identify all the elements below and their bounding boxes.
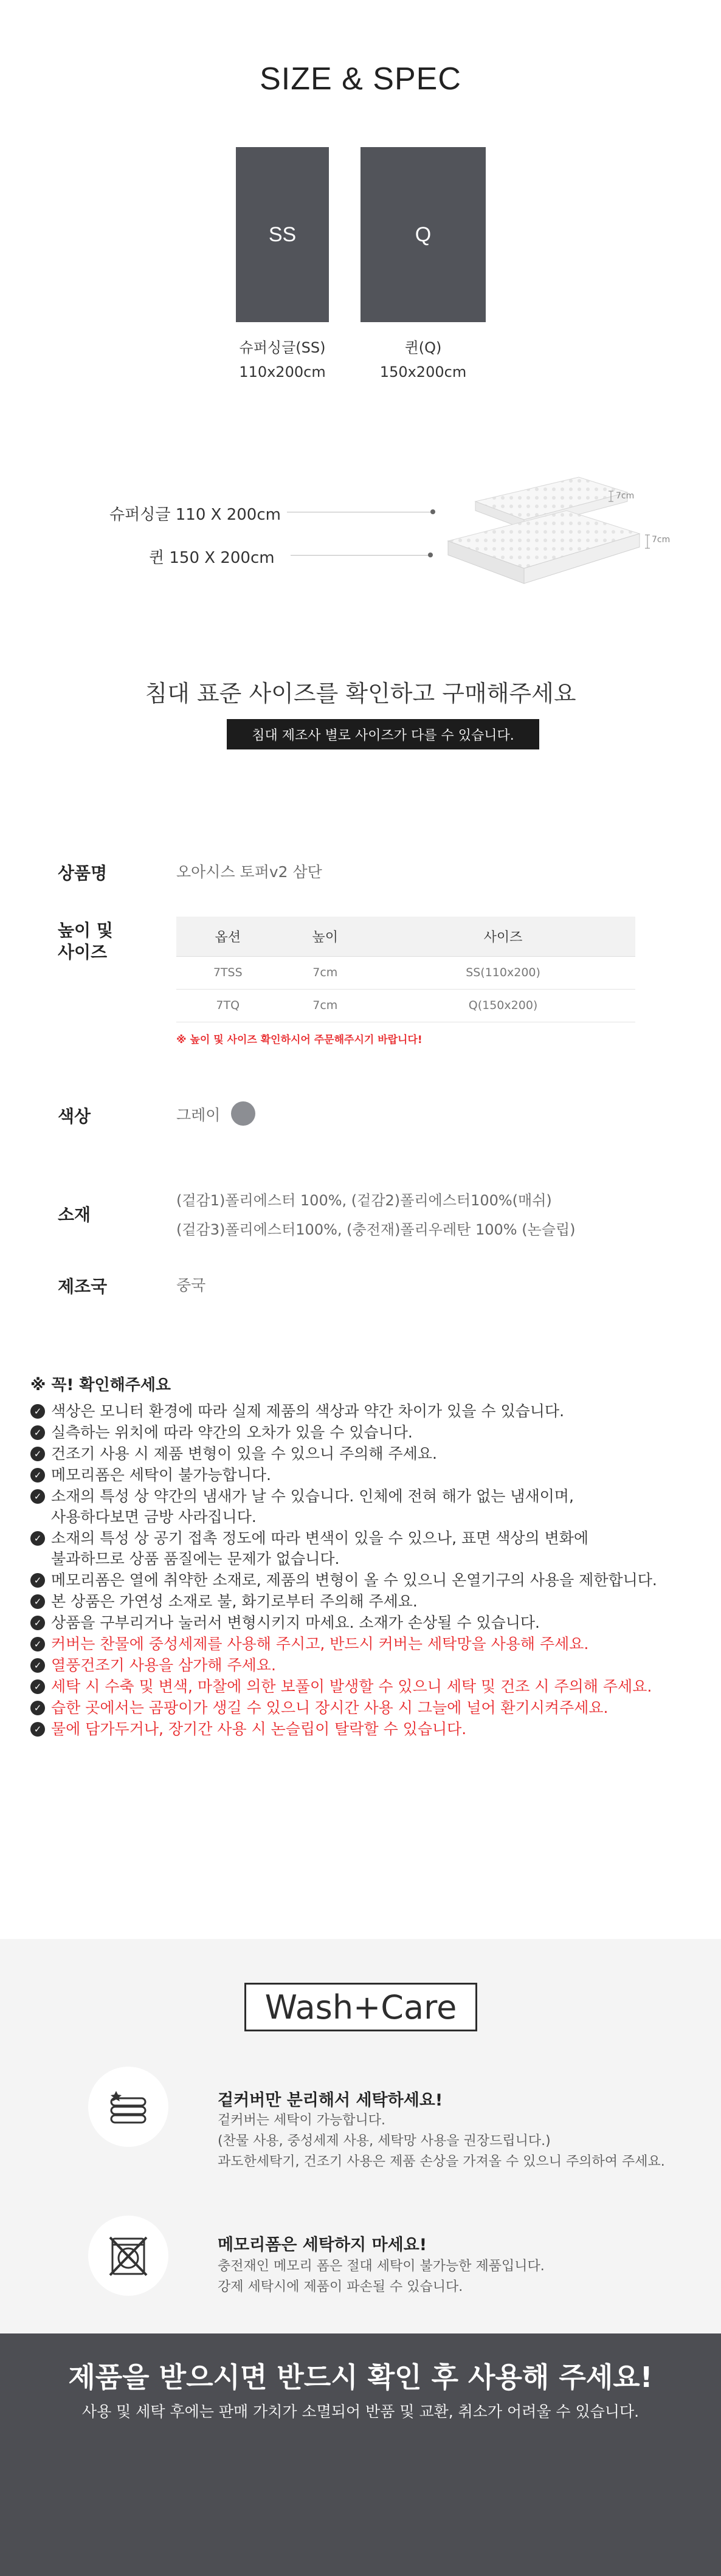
option-table xyxy=(176,917,635,1022)
check-icon: ✓ xyxy=(30,1447,45,1461)
no-wash-icon xyxy=(88,2216,168,2296)
table-cell: 7cm xyxy=(279,956,371,989)
notice-text xyxy=(51,1422,413,1443)
notice-item xyxy=(30,1676,699,1697)
check-icon: ✓ xyxy=(30,1468,45,1483)
notice-text-line: 물에 담가두거나, 장기간 사용 시 논슬립이 탈락할 수 있습니다. xyxy=(51,1720,467,1738)
check-icon: ✓ xyxy=(30,1722,45,1737)
q-size-caption xyxy=(362,336,484,384)
height-size-label-line1: 높이 및 xyxy=(58,920,113,940)
ss-size-block: SS xyxy=(236,147,329,322)
height-size-label xyxy=(58,920,113,963)
notice-text xyxy=(51,1570,657,1591)
notice-text xyxy=(51,1613,540,1633)
notice-item xyxy=(30,1591,699,1612)
q-height-label: 7cm xyxy=(652,535,671,545)
notice-text-line: 건조기 사용 시 제품 변형이 있을 수 있으니 주의해 주세요. xyxy=(51,1445,437,1462)
notice-text-line: 메모리폼은 열에 취약한 소재로, 제품의 변형이 올 수 있으니 온열기구의 사용을 제한합니다. xyxy=(51,1571,657,1589)
color-swatch xyxy=(231,1101,255,1126)
notice-text-line: 소재의 특성 상 공기 접촉 정도에 따라 변색이 있을 수 있으나, 표면 색상의 변화에 xyxy=(51,1529,589,1547)
notice-text-line: 사용하다보면 금방 사라집니다. xyxy=(51,1508,257,1526)
notice-text-line: 메모리폼은 세탁이 불가능합니다. xyxy=(51,1466,271,1484)
notice-item xyxy=(30,1698,699,1718)
notice-text-line: 상품을 구부리거나 눌러서 변형시키지 마세요. 소재가 손상될 수 있습니다. xyxy=(51,1614,540,1631)
notice-item xyxy=(30,1422,699,1443)
table-row xyxy=(176,956,635,989)
notice-item xyxy=(30,1719,699,1740)
notice-title: ※ 꼭! 확인해주세요 xyxy=(30,1376,171,1394)
notice-text-line: 세탁 시 수축 및 변색, 마찰에 의한 보풀이 발생할 수 있으니 세탁 및 건조 시 주의해 주세요. xyxy=(51,1678,652,1695)
wash-block1-text xyxy=(218,2110,665,2172)
col-size: 사이즈 xyxy=(371,917,635,956)
option-table-wrap xyxy=(176,917,635,1022)
notice-item xyxy=(30,1528,699,1569)
notice-item xyxy=(30,1613,699,1633)
table-cell: 7cm xyxy=(279,989,371,1022)
notice-item xyxy=(30,1570,699,1591)
notice-text xyxy=(51,1401,564,1422)
wash-block1-head: 겉커버만 분리해서 세탁하세요! xyxy=(218,2091,443,2110)
notice-text xyxy=(51,1444,437,1464)
notice-text xyxy=(51,1634,588,1655)
ss-size-dim: 110x200cm xyxy=(239,363,326,381)
wash-block2-line: 충전재인 메모리 폼은 절대 세탁이 불가능한 제품입니다. xyxy=(218,2259,545,2274)
notice-list xyxy=(30,1401,699,1740)
check-icon: ✓ xyxy=(30,1637,45,1651)
check-icon: ✓ xyxy=(30,1701,45,1715)
standard-size-title: 침대 표준 사이즈를 확인하고 구매해주세요 xyxy=(145,680,576,707)
notice-item xyxy=(30,1444,699,1464)
notice-text-line: 소재의 특성 상 약간의 냄새가 날 수 있습니다. 인체에 전혀 해가 없는 냄새이며, xyxy=(51,1487,574,1505)
notice-text xyxy=(51,1591,418,1612)
folded-towel-icon xyxy=(88,2067,168,2147)
q-dimension-dot xyxy=(428,553,433,557)
notice-item xyxy=(30,1655,699,1676)
check-icon: ✓ xyxy=(30,1573,45,1588)
notice-text-line: 불과하므로 상품 품질에는 문제가 없습니다. xyxy=(51,1550,340,1568)
notice-item xyxy=(30,1465,699,1486)
color-value: 그레이 xyxy=(176,1106,221,1124)
check-icon: ✓ xyxy=(30,1489,45,1504)
wash-block1-line: 과도한세탁기, 건조기 사용은 제품 손상을 가져올 수 있으니 주의하여 주세요. xyxy=(218,2154,665,2169)
check-icon: ✓ xyxy=(30,1658,45,1673)
material-line1: (겉감1)폴리에스터 100%, (겉감2)폴리에스터100%(매쉬) xyxy=(176,1192,552,1209)
size-spec-title: SIZE & SPEC xyxy=(260,61,461,97)
wash-block2-head: 메모리폼은 세탁하지 마세요! xyxy=(218,2236,427,2254)
footer-subtitle: 사용 및 세탁 후에는 판매 가치가 소멸되어 반품 및 교환, 취소가 어려울 수 있습니다. xyxy=(81,2403,640,2420)
ss-dimension-dot xyxy=(430,509,435,514)
check-icon: ✓ xyxy=(30,1425,45,1440)
notice-text-line: 습한 곳에서는 곰팡이가 생길 수 있으니 장시간 사용 시 그늘에 널어 환기시켜주세요. xyxy=(51,1699,609,1717)
notice-text xyxy=(51,1486,574,1527)
material-line2: (겉감3)폴리에스터100%, (충전재)폴리우레탄 100% (논슬립) xyxy=(176,1221,576,1238)
table-cell: 7TQ xyxy=(176,989,279,1022)
wash-block1-line: 겉커버는 세탁이 가능합니다. xyxy=(218,2113,386,2128)
footer-title: 제품을 받으시면 반드시 확인 후 사용해 주세요! xyxy=(68,2361,653,2394)
table-cell: SS(110x200) xyxy=(371,956,635,989)
standard-size-note: 침대 제조사 별로 사이즈가 다를 수 있습니다. xyxy=(227,719,539,749)
q-dimension-line xyxy=(291,555,428,556)
check-icon: ✓ xyxy=(30,1531,45,1546)
origin-value: 중국 xyxy=(176,1276,206,1294)
notice-text-line: 커버는 찬물에 중성세제를 사용해 주시고, 반드시 커버는 세탁망을 사용해 주세요. xyxy=(51,1635,589,1653)
col-height: 높이 xyxy=(279,917,371,956)
q-size-dim: 150x200cm xyxy=(379,363,467,381)
notice-text xyxy=(51,1528,588,1569)
origin-label: 제조국 xyxy=(58,1276,108,1297)
col-option: 옵션 xyxy=(176,917,279,956)
table-cell: 7TSS xyxy=(176,956,279,989)
ss-size-name: 슈퍼싱글(SS) xyxy=(239,339,326,356)
height-size-label-line2: 사이즈 xyxy=(58,942,108,962)
notice-item xyxy=(30,1486,699,1527)
check-icon: ✓ xyxy=(30,1679,45,1694)
ss-size-caption xyxy=(224,336,341,384)
table-cell: Q(150x200) xyxy=(371,989,635,1022)
wash-block2-text xyxy=(218,2256,545,2298)
product-name-value: 오아시스 토퍼v2 삼단 xyxy=(176,863,322,881)
material-label: 소재 xyxy=(58,1205,91,1225)
ss-dimension-label: 슈퍼싱글 110 X 200cm xyxy=(109,506,281,524)
wash-block1-line: (찬물 사용, 중성세제 사용, 세탁망 사용을 권장드립니다.) xyxy=(218,2133,551,2149)
notice-text xyxy=(51,1698,608,1718)
check-icon: ✓ xyxy=(30,1616,45,1630)
product-name-label: 상품명 xyxy=(58,863,108,883)
notice-text-line: 열풍건조기 사용을 삼가해 주세요. xyxy=(51,1656,276,1674)
q-size-block: Q xyxy=(360,147,486,322)
notice-text-line: 실측하는 위치에 따라 약간의 오차가 있을 수 있습니다. xyxy=(51,1424,413,1441)
q-dimension-label: 퀸 150 X 200cm xyxy=(149,549,275,567)
notice-text xyxy=(51,1655,276,1676)
wash-care-title: Wash+Care xyxy=(244,1983,477,2031)
notice-text xyxy=(51,1676,652,1697)
notice-item xyxy=(30,1634,699,1655)
ss-height-label: 7cm xyxy=(616,491,635,501)
check-icon: ✓ xyxy=(30,1594,45,1609)
notice-text-line: 본 상품은 가연성 소재로 불, 화기로부터 주의해 주세요. xyxy=(51,1593,418,1610)
topper-illustration xyxy=(439,468,676,620)
option-table-header xyxy=(176,917,635,956)
table-row xyxy=(176,989,635,1022)
color-label: 색상 xyxy=(58,1106,91,1126)
check-icon: ✓ xyxy=(30,1404,45,1419)
notice-text xyxy=(51,1465,271,1486)
table-warning: ※ 높이 및 사이즈 확인하시어 주문해주시기 바랍니다! xyxy=(176,1034,423,1046)
wash-block2-line: 강제 세탁시에 제품이 파손될 수 있습니다. xyxy=(218,2279,463,2295)
q-size-name: 퀸(Q) xyxy=(404,339,442,356)
notice-item xyxy=(30,1401,699,1422)
notice-text-line: 색상은 모니터 환경에 따라 실제 제품의 색상과 약간 차이가 있을 수 있습니다. xyxy=(51,1402,565,1420)
notice-text xyxy=(51,1719,466,1740)
